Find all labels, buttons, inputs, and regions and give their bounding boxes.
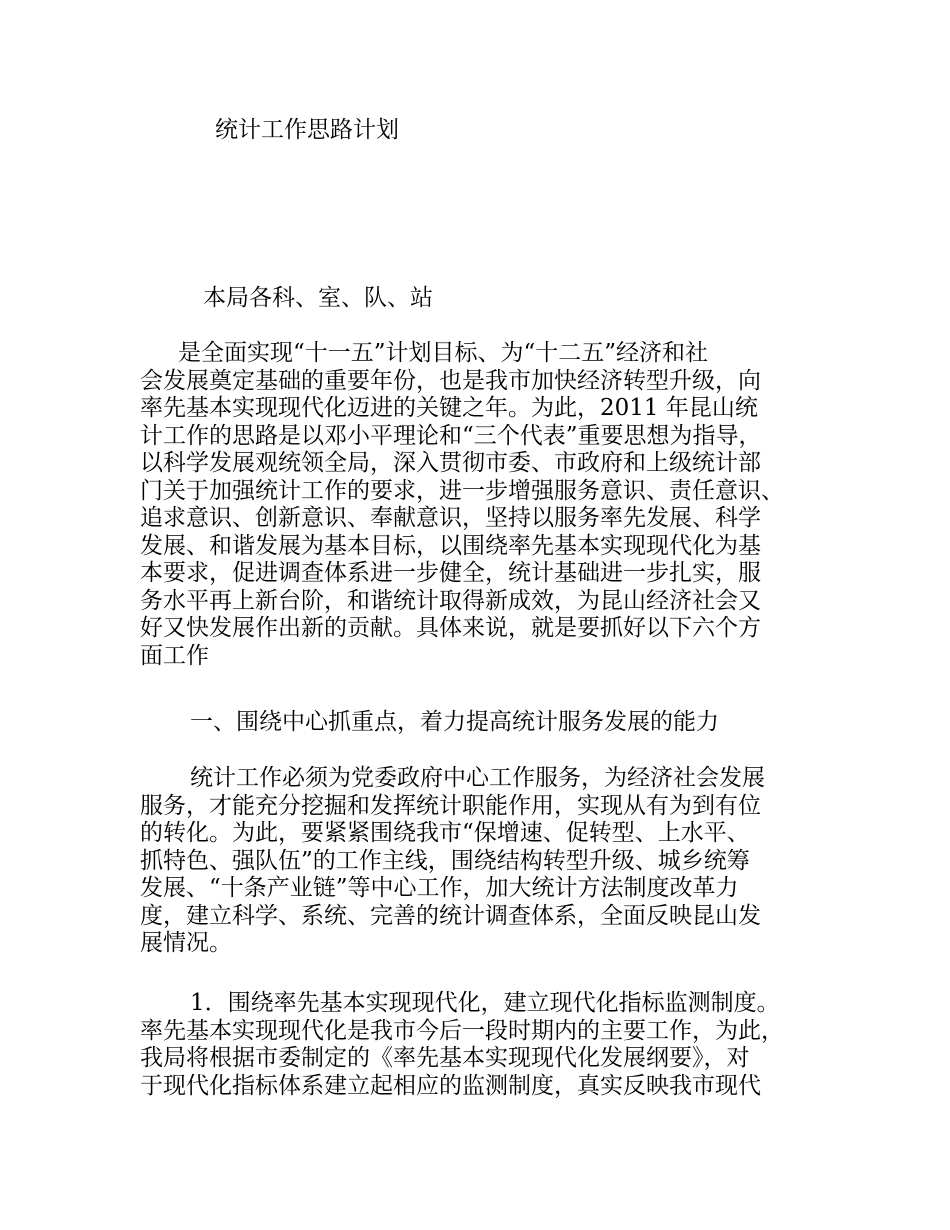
paragraph-line: 展情况。 xyxy=(140,930,232,956)
paragraph-line: 率先基本实现现代化是我市今后一段时期内的主要工作，为此， xyxy=(140,1017,784,1044)
section-heading-1 xyxy=(140,709,719,737)
paragraph-line: 统计工作必须为党委政府中心工作服务，为经济社会发展 xyxy=(190,765,765,791)
paragraph-line: 度，建立科学、系统、完善的统计调查体系，全面反映昆山发 xyxy=(140,902,761,929)
paragraph-line: 1．围绕率先基本实现现代化，建立现代化指标监测制度。 xyxy=(190,990,780,1016)
paragraph-line: 好又快发展作出新的贡献。具体来说，就是要抓好以下六个方 xyxy=(140,615,761,641)
paragraph-line: 追求意识、创新意识、奉献意识，坚持以服务率先发展、科学 xyxy=(140,505,761,531)
paragraph-line: 本要求，促进调查体系进一步健全，统计基础进一步扎实，服 xyxy=(140,560,761,586)
paragraph-line: 的转化。为此，要紧紧围绕我市“保增速、促转型、上水平、 xyxy=(140,820,750,846)
paragraph-line: 会发展奠定基础的重要年份，也是我市加快经济转型升级，向 xyxy=(140,367,761,394)
paragraph-1 xyxy=(140,340,784,670)
section-heading-line: 一、围绕中心抓重点，着力提高统计服务发展的能力 xyxy=(190,709,719,735)
paragraph-line: 抓特色、强队伍”的工作主线，围绕结构转型升级、城乡统筹 xyxy=(140,847,750,874)
paragraph-line: 率先基本实现现代化迈进的关键之年。为此，2011 年昆山统 xyxy=(140,395,758,421)
paragraph-line: 于现代化指标体系建立起相应的监测制度，真实反映我市现代 xyxy=(140,1072,761,1099)
paragraph-line: 我局将根据市委制定的《率先基本实现现代化发展纲要》，对 xyxy=(140,1045,750,1071)
paragraph-line: 以科学发展观统领全局，深入贯彻市委、市政府和上级统计部 xyxy=(140,450,761,476)
paragraph-line: 服务，才能充分挖掘和发挥统计职能作用，实现从有为到有位 xyxy=(140,792,761,819)
paragraph-line: 是全面实现“十一五”计划目标、为“十二五”经济和社 xyxy=(178,340,709,366)
paragraph-line: 面工作 xyxy=(140,642,209,669)
paragraph-line: 发展、和谐发展为基本目标，以围绕率先基本实现现代化为基 xyxy=(140,532,761,559)
salutation: 本局各科、室、队、站 xyxy=(203,285,433,311)
paragraph-line: 发展、“十条产业链”等中心工作，加大统计方法制度改革力 xyxy=(140,875,739,901)
paragraph-2 xyxy=(140,765,765,958)
paragraph-line: 务水平再上新台阶，和谐统计取得新成效，为昆山经济社会又 xyxy=(140,587,761,614)
document-title: 统计工作思路计划 xyxy=(215,117,399,143)
paragraph-3 xyxy=(140,990,784,1100)
paragraph-line: 计工作的思路是以邓小平理论和“三个代表”重要思想为指导， xyxy=(140,422,762,449)
paragraph-line: 门关于加强统计工作的要求，进一步增强服务意识、责任意识、 xyxy=(140,477,784,504)
